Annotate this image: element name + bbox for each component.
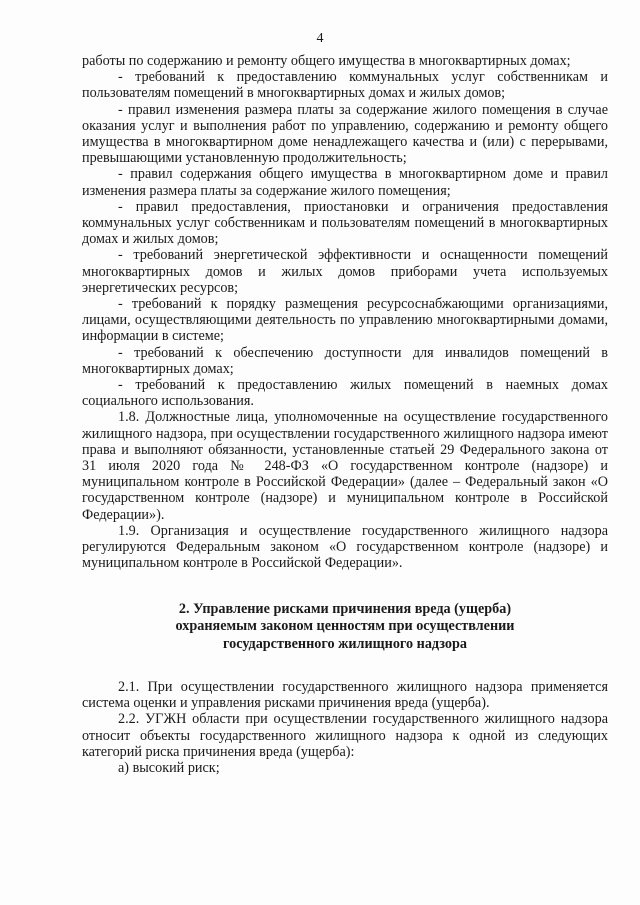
paragraph: 2.2. УГЖН области при осуществлении государственного жилищного надзора относит объекты государственного жилищного надзора к одной из следующих категорий риска причинения вреда (ущерба): [82,711,608,760]
section-heading-line-1: 2. Управление рисками причинения вреда (ущерба) [178,600,512,617]
paragraph: - требований к обеспечению доступности для инвалидов помещений в многоквартирных домах; [82,344,608,377]
section-heading [82,601,608,654]
paragraphs-after-heading [82,679,608,776]
paragraphs-before-heading [82,53,608,572]
section-heading-line-3: государственного жилищного надзора [223,635,467,652]
paragraph: - правил предоставления, приостановки и ограничения предоставления коммунальных услуг собственникам и пользователям помещений в многоквартирных домах и жилых домов; [82,198,608,248]
paragraph: - требований к порядку размещения ресурсоснабжающими организациями, лицами, осуществляющими деятельность по управлению многоквартирными домами, информации в системе; [82,296,608,345]
paragraph: - требований к предоставлению жилых помещений в наемных домах социального использования. [82,377,608,410]
paragraph: а) высокий риск; [118,760,220,777]
paragraph: работы по содержанию и ремонту общего имущества в многоквартирных домах; [82,53,571,69]
paragraph: 1.8. Должностные лица, уполномоченные на осуществление государственного жилищного надзора, при осуществлении государственного жилищного надзора имеют права и выполняют обязанности, установленные статьей 29 Федерального закона от 31 июля 2020 года № 248-ФЗ «О государственном контроле (надзоре) и муниципальном контроле в Российской Федерации» (далее – Федеральный закон «О государственном контроле (надзоре) и муниципальном контроле в Российской Федерации»). [82,409,608,523]
paragraph: - правил изменения размера платы за содержание жилого помещения в случае оказания услуг и выполнения работ по управлению, содержанию и ремонту общего имущества в многоквартирном доме ненадлежащего качества и (или) с перерывами, превышающими установленную продолжительность; [82,101,608,167]
page-number: 4 [316,31,324,46]
paragraph: 2.1. При осуществлении государственного жилищного надзора применяется система оценки и управления рисками причинения вреда (ущерба). [82,679,608,712]
paragraph: 1.9. Организация и осуществление государственного жилищного надзора регулируются Федеральным законом «О государственном контроле (надзоре) и муниципальном контроле в Российской Федерации». [82,522,608,572]
section-heading-line-2: охраняемым законом ценностям при осуществлении [175,618,515,634]
paragraph: - требований к предоставлению коммунальных услуг собственникам и пользователям помещений в многоквартирных домах и жилых домов; [82,69,608,102]
paragraph: - требований энергетической эффективности и оснащенности помещений многоквартирных домов и жилых домов приборами учета используемых энергетических ресурсов; [82,247,608,296]
paragraph: - правил содержания общего имущества в многоквартирном доме и правил изменения размера платы за содержание жилого помещения; [82,166,608,199]
document-body [82,53,608,776]
